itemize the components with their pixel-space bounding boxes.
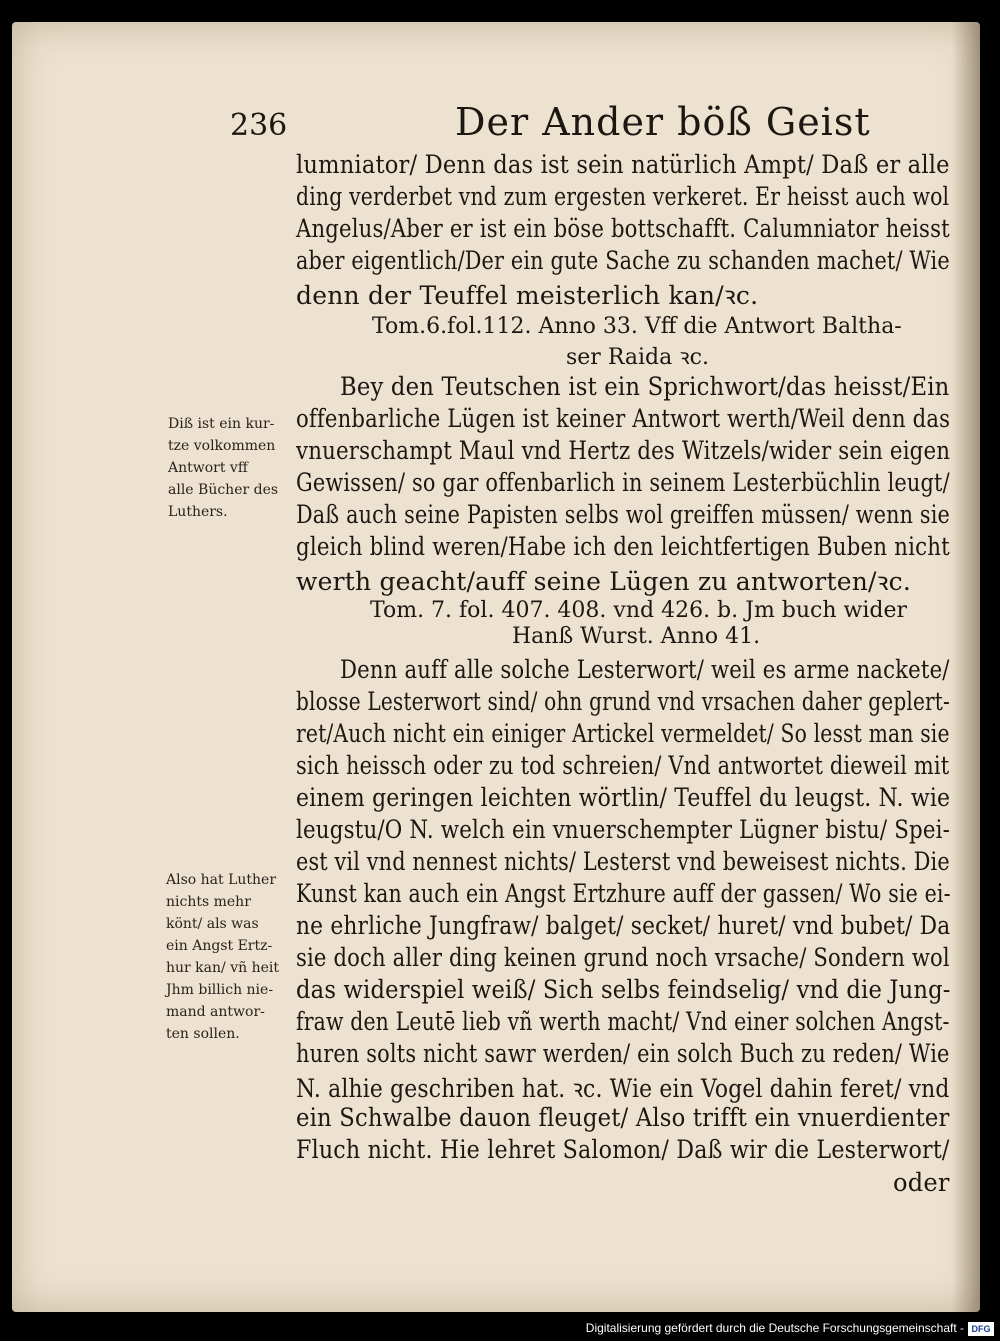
- text-line: lumniator/ Denn das ist sein natürlich Ampt/ Daß er alle: [296, 150, 950, 179]
- text-line: ne ehrliche Jungfraw/ balget/ secket/ huret/ vnd bubet/ Da: [296, 911, 951, 940]
- text-line: aber eigentlich/Der ein gute Sache zu schanden machet/ Wie: [296, 246, 950, 275]
- dfg-logo: DFG: [968, 1322, 994, 1336]
- funding-credit: Digitalisierung gefördert durch die Deutsche Forschungsgemeinschaft -: [585, 1321, 964, 1335]
- citation-line: Tom.6.fol.112. Anno 33. Vff die Antwort Baltha-: [372, 314, 902, 339]
- text-line: ding verderbet vnd zum ergesten verkeret. Er heisst auch wol: [296, 182, 950, 211]
- text-line: sie doch aller ding keinen grund noch vrsache/ Sondern wol: [296, 943, 950, 972]
- margin-note-line: Antwort vff: [168, 460, 248, 476]
- text-line: fraw den Leutē lieb vñ werth macht/ Vnd einer solchen Angst-: [296, 1007, 950, 1036]
- margin-note-line: alle Bücher des: [168, 482, 279, 498]
- margin-note-line: ten sollen.: [166, 1026, 240, 1042]
- text-line: blosse Lesterwort sind/ ohn grund vnd vrsachen daher geplert-: [296, 687, 950, 716]
- citation-line: Hanß Wurst. Anno 41.: [512, 624, 761, 649]
- text-line: vnuerschampt Maul vnd Hertz des Witzels/wider sein eigen: [296, 436, 951, 465]
- footer-bar: [0, 1317, 1000, 1339]
- text-line: N. alhie geschriben hat. ꝛc. Wie ein Vogel dahin feret/ vnd: [296, 1074, 950, 1103]
- margin-note-line: tze volkommen: [168, 438, 276, 454]
- page-number: 236: [230, 108, 288, 143]
- margin-note-line: nichts mehr: [166, 894, 251, 910]
- text-line: huren solts nicht sawr werden/ ein solch Buch zu reden/ Wie: [296, 1039, 950, 1068]
- text-line: Denn auff alle solche Lesterwort/ weil es arme nackete/: [340, 655, 950, 684]
- text-line: Daß auch seine Papisten selbs wol greiffen müssen/ wenn sie: [296, 500, 950, 529]
- margin-note-line: mand antwor-: [166, 1004, 265, 1020]
- text-line: gleich blind weren/Habe ich den leichtfertigen Buben nicht: [296, 532, 950, 561]
- text-line: offenbarliche Lügen ist keiner Antwort werth/Weil denn das: [296, 404, 951, 433]
- margin-note-line: Diß ist ein kur-: [168, 416, 275, 432]
- text-line: leugstu/O N. welch ein vnuerschempter Lügner bistu/ Spei-: [296, 815, 951, 844]
- text-line: denn der Teuffel meisterlich kan/ꝛc.: [296, 281, 759, 310]
- margin-note-line: ein Angst Ertz-: [166, 938, 273, 954]
- margin-note-line: Also hat Luther: [166, 872, 277, 888]
- margin-note-line: könt/ als was: [166, 916, 259, 932]
- margin-note-line: hur kan/ vñ heit: [166, 960, 279, 976]
- text-line: Fluch nicht. Hie lehret Salomon/ Daß wir die Lesterwort/: [296, 1135, 950, 1164]
- page-edge-shadow: [952, 22, 980, 1312]
- margin-note-line: Luthers.: [168, 504, 228, 520]
- text-line: einem geringen leichten wörtlin/ Teuffel du leugst. N. wie: [296, 783, 951, 812]
- text-line: est vil vnd nennest nichts/ Lesterst vnd beweisest nichts. Die: [296, 847, 950, 876]
- running-head: Der Ander böß Geist: [455, 100, 871, 144]
- text-line: das widerspiel weiß/ Sich selbs feindselig/ vnd die Jung-: [296, 975, 951, 1004]
- citation-line: ser Raida ꝛc.: [566, 345, 709, 370]
- text-line: Kunst kan auch ein Angst Ertzhure auff der gassen/ Wo sie ei-: [296, 879, 951, 908]
- text-line: Bey den Teutschen ist ein Sprichwort/das heisst/Ein: [340, 372, 950, 401]
- text-line: Angelus/Aber er ist ein böse bottschafft. Calumniator heisst: [296, 214, 950, 243]
- citation-line: Tom. 7. fol. 407. 408. vnd 426. b. Jm buch wider: [370, 598, 908, 623]
- text-line: sich heissch oder zu tod schreien/ Vnd antwortet dieweil mit: [296, 751, 950, 780]
- text-line: ret/Auch nicht ein einiger Artickel vermeldet/ So lesst man sie: [296, 719, 950, 748]
- catchword: oder: [893, 1168, 950, 1197]
- margin-note-line: Jhm billich nie-: [166, 982, 274, 998]
- text-line: Gewissen/ so gar offenbarlich in seinem Lesterbüchlin leugt/: [296, 468, 950, 497]
- text-line: werth geacht/auff seine Lügen zu antworten/ꝛc.: [296, 567, 912, 596]
- text-line: ein Schwalbe dauon fleuget/ Also trifft ein vnuerdienter: [296, 1103, 950, 1132]
